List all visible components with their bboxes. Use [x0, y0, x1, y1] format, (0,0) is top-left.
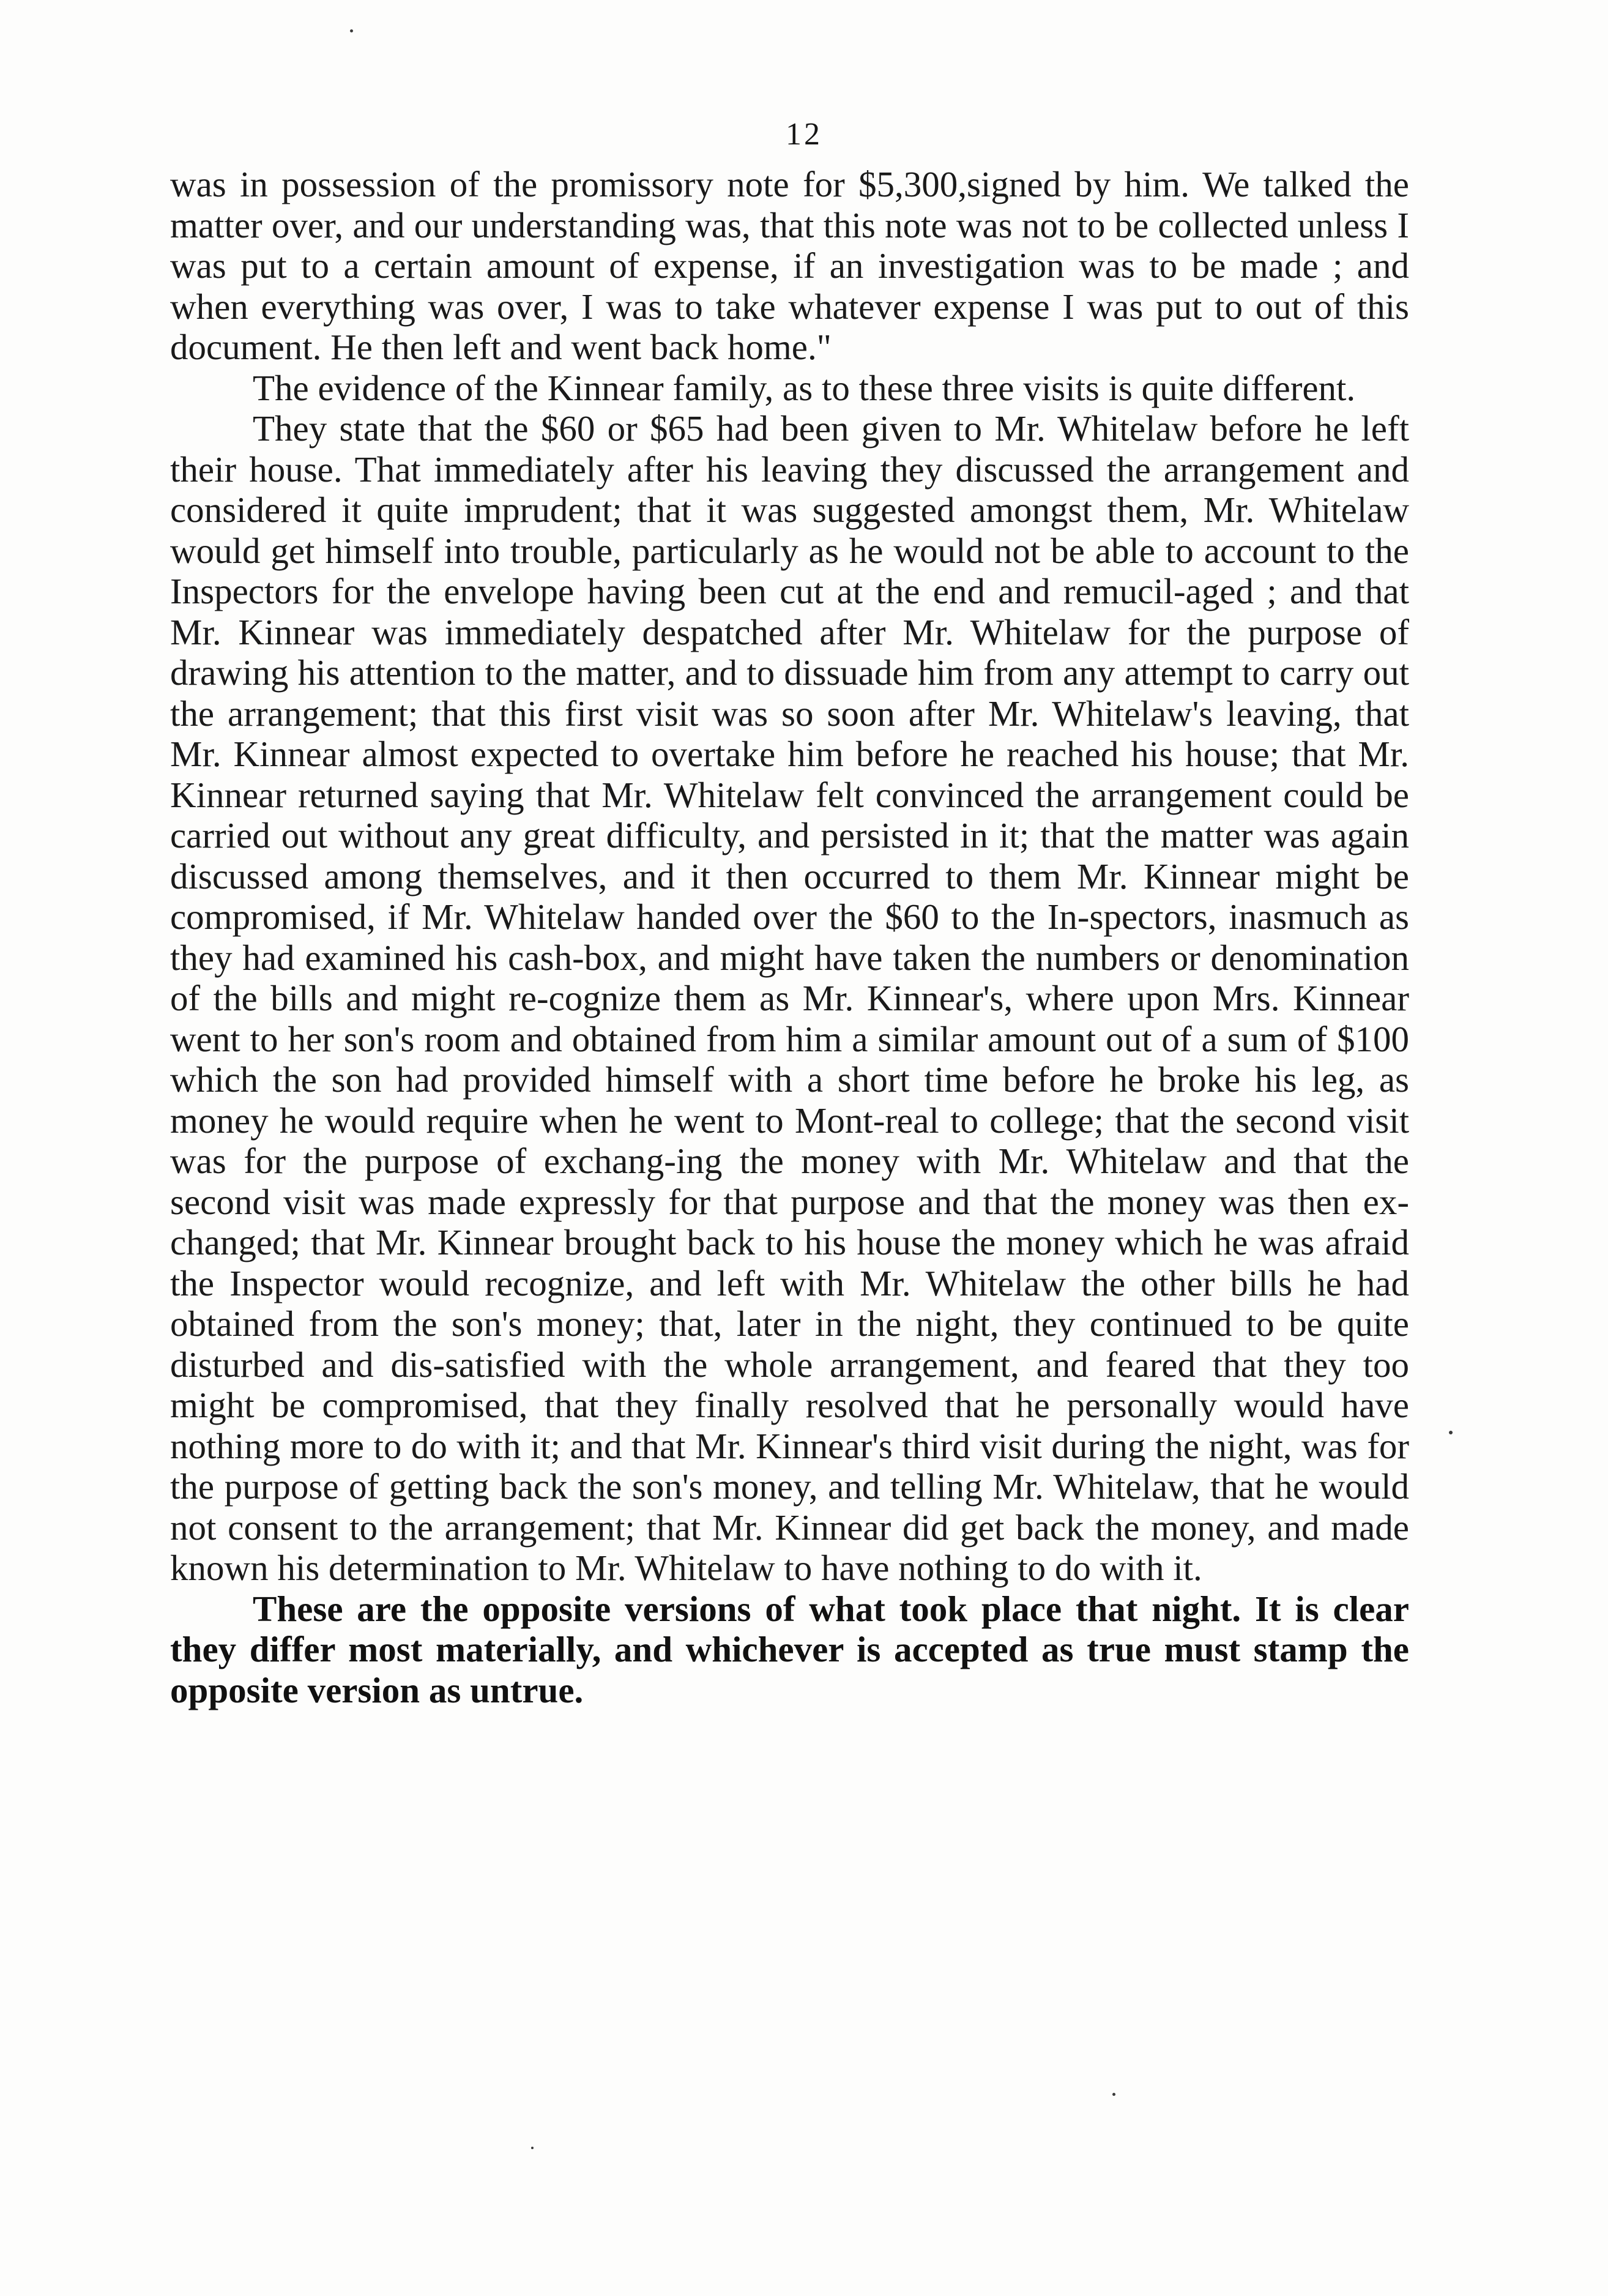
- print-speck: [1112, 2093, 1115, 2096]
- print-speck: [1449, 1431, 1453, 1434]
- paragraph-conclusion: These are the opposite versions of what took place that night. It is clear they differ most materially, and whichever is accepted as true must stamp the opposite version as untrue.: [170, 1588, 1409, 1710]
- body-text: [170, 164, 1409, 1710]
- paragraph-evidence: The evidence of the Kinnear family, as to these three visits is quite different.: [253, 367, 1356, 408]
- print-speck: [531, 2147, 534, 2149]
- page-number: 12: [786, 117, 822, 152]
- paragraph-continuation: was in possession of the promissory note for $5,300,signed by him. We talked the matter over, and our understanding was, that this note was not to be collected unless I was put to a certain amount of expense, if an investigation was to be made ; and when everything was over, I was to take whatever expense I was put to out of this document. He then left and went back home.": [170, 164, 1409, 367]
- print-speck: [350, 29, 353, 32]
- paragraph-kinnear-statement: They state that the $60 or $65 had been given to Mr. Whitelaw before he left their house. That immediately after his leaving they discussed the arrangement and considered it quite imprudent; that it was suggested amongst them, Mr. Whitelaw would get himself into trouble, particularly as he would not be able to account to the Inspectors for the envelope having been cut at the end and remucil-aged ; and that Mr. Kinnear was immediately despatched after Mr. Whitelaw for the purpose of drawing his attention to the matter, and to dissuade him from any attempt to carry out the arrangement; that this first visit was so soon after Mr. Whitelaw's leaving, that Mr. Kinnear almost expected to overtake him before he reached his house; that Mr. Kinnear returned saying that Mr. Whitelaw felt convinced the arrangement could be carried out without any great difficulty, and persisted in it; that the matter was again discussed among themselves, and it then occurred to them Mr. Kinnear might be compromised, if Mr. Whitelaw handed over the $60 to the In-spectors, inasmuch as they had examined his cash-box, and might have taken the numbers or denomination of the bills and might re-cognize them as Mr. Kinnear's, where upon Mrs. Kinnear went to her son's room and obtained from him a similar amount out of a sum of $100 which the son had provided himself with a short time before he broke his leg, as money he would require when he went to Mont-real to college; that the second visit was for the purpose of exchang-ing the money with Mr. Whitelaw and that the second visit was made expressly for that purpose and that the money was then ex-changed; that Mr. Kinnear brought back to his house the money which he was afraid the Inspector would recognize, and left with Mr. Whitelaw the other bills he had obtained from the son's money; that, later in the night, they continued to be quite disturbed and dis-satisfied with the whole arrangement, and feared that they too might be compromised, that they finally resolved that he personally would have nothing more to do with it; and that Mr. Kinnear's third visit during the night, was for the purpose of getting back the son's money, and telling Mr. Whitelaw, that he would not consent to the arrangement; that Mr. Kinnear did get back the money, and made known his determination to Mr. Whitelaw to have nothing to do with it.: [170, 408, 1409, 1588]
